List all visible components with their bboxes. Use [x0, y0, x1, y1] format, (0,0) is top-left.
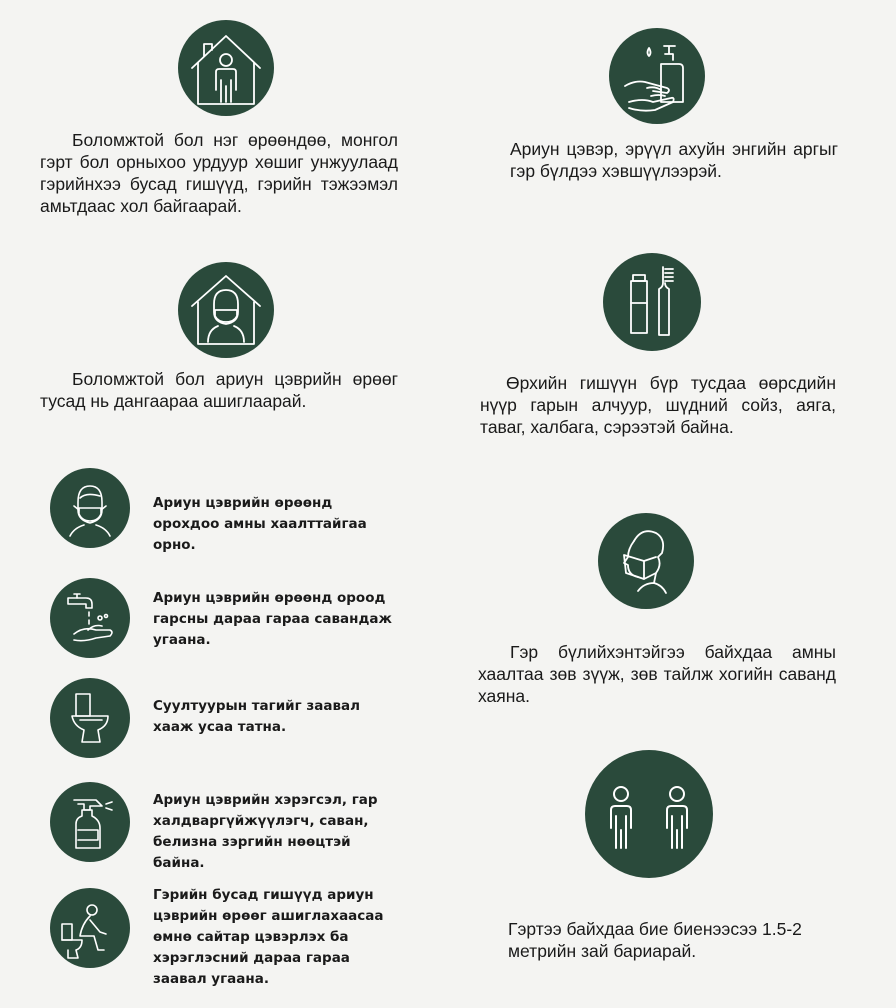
list-item-text: Суултуурын тагийг заавал хааж усаа татна. — [153, 698, 360, 735]
list-item-text: Ариун цэврийн өрөөнд орохдоо амны хаалттайгаа орно. — [153, 495, 367, 553]
mid-left-text: Боломжтой бол ариун цэврийн өрөөг тусад нь дангаараа ашиглаарай. — [40, 369, 398, 411]
tap-washing-hands-icon — [50, 578, 130, 658]
list-item-text: Гэрийн бусад гишүүд ариун цэврийн өрөөг ашиглахаасаа өмнө сайтар цэвэрлэх ба хэрэглэсний дараа гараа заавал угаана. — [153, 887, 384, 987]
top-left-text: Боломжтой бол нэг өрөөндөө, монгол гэрт бол орныхоо урдуур хөшиг унжуулаад гэрийнхээ бусад гишүүд, гэрийн тэжээмэл амьтдаас хол байгаарай. — [40, 130, 398, 216]
masked-person-in-house-icon — [178, 262, 274, 358]
person-on-toilet-icon — [50, 888, 130, 968]
distance-right-text: Гэртээ байхдаа бие биенээсээ 1.5-2 метрийн зай бариарай. — [508, 919, 802, 961]
list-item-text: Ариун цэврийн өрөөнд ороод гарсны дараа гараа савандаж угаана. — [153, 590, 392, 648]
spray-bottle-icon — [50, 782, 130, 862]
mid-right-text: Өрхийн гишүүн бүр тусдаа өөрсдийн нүүр гарын алчуур, шүдний сойз, аяга, таваг, халбага, сэрээтэй байна. — [480, 373, 836, 437]
mask-right-text: Гэр бүлийхэнтэйгээ байхдаа амны хаалтаа зөв зүүж, зөв тайлж хогийн саванд хаяна. — [478, 642, 836, 706]
list-item-text: Ариун цэврийн хэрэгсэл, гар халдваргүйжүүлэгч, саван, белизна зэргийн нөөцтэй байна. — [153, 792, 378, 871]
toilet-icon — [50, 678, 130, 758]
mask-profile-icon — [598, 513, 694, 609]
top-right-text: Ариун цэвэр, эрүүл ахуйн энгийн аргыг гэр бүлдээ хэвшүүлээрэй. — [510, 139, 838, 181]
toothpaste-toothbrush-icon — [603, 253, 701, 351]
hand-washing-soap-icon — [609, 28, 705, 124]
face-mask-icon — [50, 468, 130, 548]
two-people-distance-icon — [585, 750, 713, 878]
person-in-house-icon — [178, 20, 274, 116]
